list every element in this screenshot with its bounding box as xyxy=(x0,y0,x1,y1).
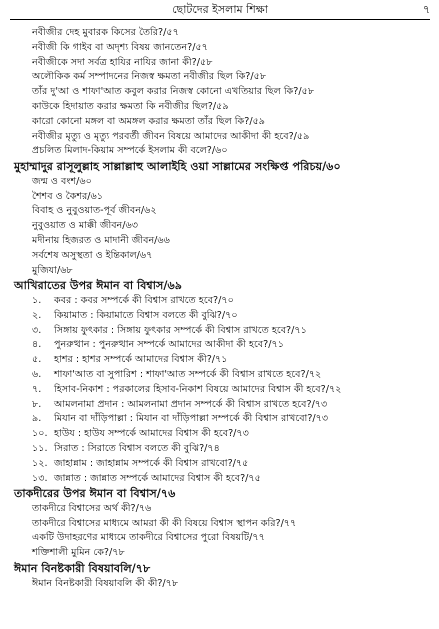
entry-text: সিরাত : সিরাতে বিশ্বাস বলতে কী বুঝি?/৭৪ xyxy=(54,442,220,454)
entry-number: ৯. xyxy=(32,413,42,425)
toc-entry: নবীজীর দেহ মুবারক কিসের তৈরি?/৫৭ xyxy=(32,27,179,38)
toc-entry: মদীনায় হিজরত ও মাদানী জীবন/৬৬ xyxy=(32,234,170,246)
page-number: ৭ xyxy=(422,3,430,16)
section-heading: আখিরাতের উপর ঈমান বা বিশ্বাস/৬৯ xyxy=(14,279,183,293)
entry-text: আমলনামা প্রদান : আমলনামা প্রদান সম্পর্কে কী বিশ্বাস রাখতে হবে?/৭৩ xyxy=(54,398,328,410)
toc-entry: একটি উদাহরণের মাধ্যমে তাকদীরে বিশ্বাসের পুরো বিষয়টি/৭৭ xyxy=(32,532,265,544)
entry-text: কবর : কবর সম্পর্কে কী বিশ্বাস রাখতে হবে?/৭০ xyxy=(54,294,234,306)
toc-numbered-entry xyxy=(14,294,434,309)
toc-entry: নবীজী কি গাইব বা অদৃশ্য বিষয় জানতেন?/৫৭ xyxy=(32,41,208,53)
toc-numbered-entry xyxy=(14,427,434,442)
toc-numbered-entry xyxy=(14,324,434,339)
toc-entry: নবীজীকে সদা সর্বত্র হাযির নাযির জানা কী?/৫৮ xyxy=(32,56,213,68)
table-of-contents xyxy=(14,26,434,591)
entry-text: পুনরুত্থান : পুনরুত্থান সম্পর্কে আমাদের আকীদা কী হবে?/৭১ xyxy=(54,339,284,351)
entry-text: সিঙ্গায় ফুৎকার : সিঙ্গায় ফুৎকার সম্পর্কে কী বিশ্বাস রাখতে হবে?/৭১ xyxy=(54,324,307,336)
entry-text: জান্নাত : জান্নাত সম্পর্কে আমাদের বিশ্বাস কী হবে?/৭৫ xyxy=(54,472,261,484)
entry-number: ৮. xyxy=(32,398,42,410)
entry-text: জাহান্নাম : জাহান্নাম সম্পর্কে কী বিশ্বাস রাখবো?/৭৫ xyxy=(54,457,249,469)
entry-text: হিসাব-নিকাশ : পরকালের হিসাব-নিকাশ বিষয়ে আমাদের বিশ্বাস কী হবে?/৭২ xyxy=(54,383,342,395)
section-heading: তাকদীরের উপর ঈমান বা বিশ্বাস/৭৬ xyxy=(14,487,176,501)
entry-number: ৭. xyxy=(32,383,42,395)
entry-number: ৫. xyxy=(32,354,42,366)
page-header xyxy=(10,2,430,20)
toc-entry: জন্ম ও বংশ/৬০ xyxy=(32,175,92,187)
toc-entry: তাকদীরে বিশ্বাসের মাধ্যমে আমরা কী কী বিষয়ে বিশ্বাস স্থাপন করি?/৭৭ xyxy=(32,517,297,529)
entry-text: কিয়ামাত : কিয়ামাতে বিশ্বাস বলতে কী বুঝি?/৭০ xyxy=(54,309,238,321)
toc-numbered-entry xyxy=(14,398,434,413)
toc-entry: শক্তিশালী মুমিন কে?/৭৮ xyxy=(32,547,125,559)
toc-entry: মুজিযা/৬৮ xyxy=(32,264,73,276)
entry-number: ৬. xyxy=(32,368,42,380)
toc-numbered-entry xyxy=(14,309,434,324)
toc-numbered-entry xyxy=(14,338,434,353)
toc-entry: কারো কোনো মঙ্গল বা অমঙ্গল করার ক্ষমতা তাঁর ছিল কি?/৫৯ xyxy=(32,115,266,127)
toc-numbered-entry xyxy=(14,442,434,457)
toc-numbered-entry xyxy=(14,457,434,472)
toc-entry: বিবাহ ও নুবুওয়াত-পূর্ব জীবন/৬২ xyxy=(32,205,157,217)
entry-text: হাশর : হাশর সম্পর্কে আমাদের বিশ্বাস কী?/৭১ xyxy=(54,354,228,366)
toc-numbered-entry xyxy=(14,368,434,383)
toc-entry: নবীজীর মৃত্যু ও মৃত্যু পরবর্তী জীবন বিষয়ে আমাদের আকীদা কী হবে?/৫৯ xyxy=(32,130,310,142)
toc-numbered-entry xyxy=(14,472,434,487)
section-heading: ঈমান বিনষ্টকারী বিষয়াবলি/৭৮ xyxy=(14,562,151,576)
toc-group xyxy=(14,294,434,486)
section-heading: মুহাম্মাদুর রাসূলুল্লাহ সাল্লাল্লাহু আলাইহি ওয়া সাল্লামের সংক্ষিপ্ত পরিচয়/৬০ xyxy=(14,160,341,174)
toc-entry: সর্বশেষ অসুস্থতা ও ইন্তিকাল/৬৭ xyxy=(32,249,153,261)
toc-entry: প্রচলিত মিলাদ-কিয়াম সম্পর্কে ইসলাম কী বলে?/৬০ xyxy=(32,145,228,157)
entry-number: ১১. xyxy=(32,442,48,454)
toc-numbered-entry xyxy=(14,353,434,368)
toc-entry: নুবুওয়াত ও মাক্কী জীবন/৬৩ xyxy=(32,220,138,232)
toc-entry: অলৌকিক কর্ম সম্পাদনের নিজস্ব ক্ষমতা নবীজীর ছিল কি?/৫৮ xyxy=(32,71,267,83)
entry-number: ১৩. xyxy=(32,472,48,484)
entry-number: ২. xyxy=(32,309,42,321)
toc-entry: শৈশব ও কৈশর/৬১ xyxy=(32,190,103,202)
toc-entry: ঈমান বিনষ্টকারী বিষয়াবলি কী কী?/৭৮ xyxy=(32,577,179,589)
entry-number: ৪. xyxy=(32,339,42,351)
entry-text: হাউয : হাউয সম্পর্কে আমাদের বিশ্বাস কী হবে?/৭৩ xyxy=(54,428,249,440)
entry-number: ১২. xyxy=(32,457,48,469)
toc-numbered-entry xyxy=(14,412,434,427)
toc-entry: তাকদীরে বিশ্বাসের অর্থ কী?/৭৬ xyxy=(32,502,152,514)
toc-group xyxy=(14,175,434,279)
entry-number: ১. xyxy=(32,294,42,306)
toc-group xyxy=(14,502,434,561)
entry-number: ৩. xyxy=(32,324,42,336)
entry-text: মিযান বা দাঁড়িপাল্লা : মিযান বা দাঁড়িপাল্লা সম্পর্কে কী বিশ্বাস রাখবো?/৭৩ xyxy=(54,413,329,425)
toc-entry: তাঁর দু'আ ও শাফা'আত কবুল করার নিজস্ব কোনো এখতিয়ার ছিল কি?/৫৮ xyxy=(32,86,315,98)
toc-numbered-entry xyxy=(14,383,434,398)
entry-number: ১০. xyxy=(32,428,48,440)
toc-group xyxy=(14,577,434,592)
toc-entry: কাউকে হিদায়াত করার ক্ষমতা কি নবীজীর ছিল?/৫৯ xyxy=(32,100,229,112)
header-rule xyxy=(10,19,430,20)
entry-text: শাফা'আত বা সুপারিশ : শাফা'আত সম্পর্কে কী বিশ্বাস রাখতে হবে?/৭২ xyxy=(54,368,322,380)
book-title: ছোটদের ইসলাম শিক্ষা xyxy=(172,3,268,16)
toc-group xyxy=(14,26,434,159)
